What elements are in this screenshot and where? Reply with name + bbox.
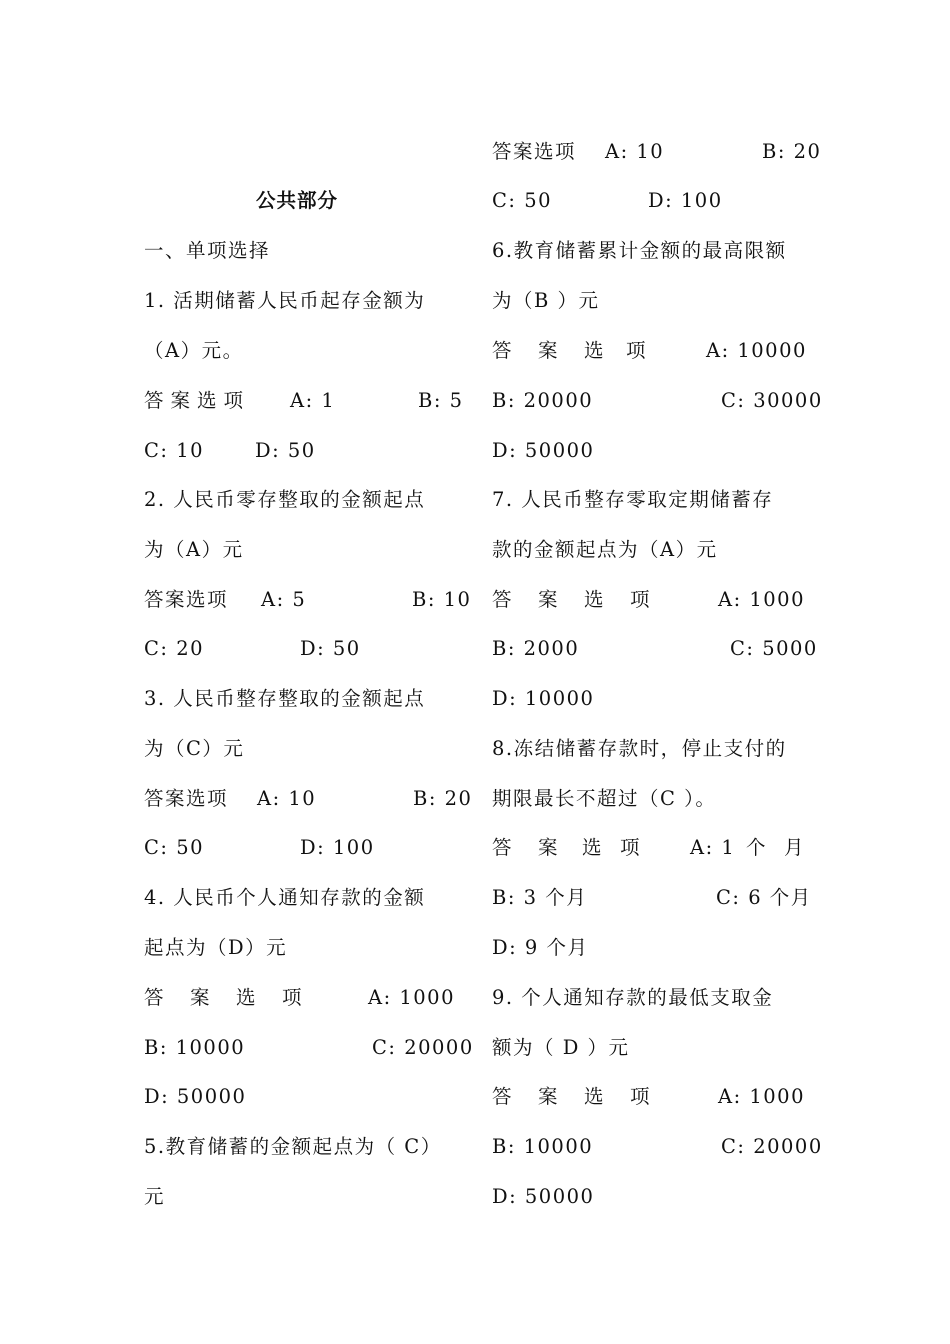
- question-4-text: 4. 人民币个人通知存款的金额: [144, 886, 426, 909]
- option-a: A: 10000: [706, 339, 807, 362]
- option-b: B: 20: [413, 787, 473, 810]
- option-a: A: 1: [690, 836, 736, 859]
- options-label-char: 选: [584, 1085, 606, 1108]
- option-a: A: 10: [257, 787, 317, 810]
- question-9-option-d: D: 50000: [492, 1185, 595, 1208]
- question-4-options: [144, 983, 460, 1013]
- question-1-text: 1. 活期储蓄人民币起存金额为: [144, 289, 426, 312]
- options-label-char: 答: [492, 588, 514, 611]
- question-2-options: [144, 585, 472, 615]
- question-9-options: [492, 1082, 808, 1112]
- options-label-char: 项: [630, 1085, 652, 1108]
- option-c: C: 20000: [721, 1135, 823, 1158]
- option-c: C: 20000: [372, 1036, 474, 1059]
- question-7-text: 7. 人民币整存零取定期储蓄存: [492, 488, 774, 511]
- question-6-options: [492, 336, 808, 366]
- options-label-char: 答: [492, 1085, 514, 1108]
- question-1-options-cont: [144, 436, 460, 466]
- option-c: C: 5000: [730, 637, 818, 660]
- option-a: A: 1000: [718, 1085, 805, 1108]
- question-8-option-d: D: 9 个月: [492, 936, 589, 959]
- question-6-options-cont: [492, 386, 823, 416]
- question-1-text-cont: （A）元。: [144, 339, 244, 362]
- option-d: D: 100: [648, 189, 723, 212]
- options-label: 答案选项: [144, 787, 229, 810]
- question-4-option-d: D: 50000: [144, 1085, 247, 1108]
- options-label-char: 案: [538, 339, 560, 362]
- question-9-text: 9. 个人通知存款的最低支取金: [492, 986, 774, 1009]
- options-label-char: 答: [492, 836, 514, 859]
- question-3-text: 3. 人民币整存整取的金额起点: [144, 687, 426, 710]
- section-title: 公共部分: [256, 189, 339, 212]
- option-a: A: 1: [290, 389, 336, 412]
- option-a-unit-char: 个: [746, 836, 768, 859]
- question-1-options: [144, 386, 464, 416]
- question-6-text-cont: 为（B ）元: [492, 289, 600, 312]
- option-b: B: 10000: [492, 1135, 594, 1158]
- options-label-char: 案: [538, 1085, 560, 1108]
- question-9-options-cont: [492, 1132, 823, 1162]
- options-label-char: 项: [282, 986, 304, 1009]
- option-c: C: 20: [144, 637, 205, 660]
- option-a-unit-char: 月: [784, 836, 806, 859]
- option-c: C: 30000: [721, 389, 823, 412]
- option-b: B: 2000: [492, 637, 580, 660]
- question-2-text-cont: 为（A）元: [144, 538, 244, 561]
- question-4-text-cont: 起点为（D）元: [144, 936, 288, 959]
- option-d: D: 50: [255, 439, 316, 462]
- question-3-text-cont: 为（C）元: [144, 737, 245, 760]
- question-8-text-cont: 期限最长不超过（C ）。: [492, 787, 717, 810]
- question-5-options: [492, 137, 822, 167]
- option-d: D: 50: [300, 637, 361, 660]
- option-b: B: 5: [418, 389, 464, 412]
- options-label-char: 选: [584, 588, 606, 611]
- option-a: A: 5: [261, 588, 307, 611]
- option-c: C: 50: [492, 189, 553, 212]
- options-label: 答案选项: [492, 140, 577, 163]
- section-heading: 一、单项选择: [144, 239, 271, 262]
- option-b: B: 20000: [492, 389, 594, 412]
- question-2-text: 2. 人民币零存整取的金额起点: [144, 488, 426, 511]
- question-9-text-cont: 额为（ D ）元: [492, 1036, 630, 1059]
- question-2-options-cont: [144, 634, 460, 664]
- question-5-options-cont: [492, 186, 808, 216]
- options-label-char: 案: [190, 986, 212, 1009]
- options-label: 答案选项: [144, 389, 251, 412]
- option-a: A: 1000: [368, 986, 455, 1009]
- option-b: B: 10000: [144, 1036, 246, 1059]
- question-7-text-cont: 款的金额起点为（A）元: [492, 538, 718, 561]
- question-6-option-d: D: 50000: [492, 439, 595, 462]
- options-label-char: 项: [620, 836, 642, 859]
- option-b: B: 10: [412, 588, 472, 611]
- option-a: A: 1000: [718, 588, 805, 611]
- options-label-char: 选: [236, 986, 258, 1009]
- question-7-option-d: D: 10000: [492, 687, 595, 710]
- question-5-text-cont: 元: [144, 1185, 166, 1208]
- option-d: D: 100: [300, 836, 375, 859]
- question-8-options: [492, 833, 808, 863]
- option-c: C: 6 个月: [716, 886, 812, 909]
- question-4-options-cont: [144, 1033, 474, 1063]
- option-c: C: 10: [144, 439, 205, 462]
- question-7-options: [492, 585, 808, 615]
- options-label-char: 项: [626, 339, 648, 362]
- question-5-text: 5.教育储蓄的金额起点为（ C）: [144, 1135, 442, 1158]
- options-label-char: 答: [144, 986, 166, 1009]
- question-6-text: 6.教育储蓄累计金额的最高限额: [492, 239, 787, 262]
- options-label-char: 答: [492, 339, 514, 362]
- options-label-char: 案: [538, 588, 560, 611]
- question-3-options-cont: [144, 833, 460, 863]
- option-a: A: 10: [605, 140, 665, 163]
- options-label-char: 项: [630, 588, 652, 611]
- options-label-char: 选: [584, 339, 606, 362]
- options-label: 答案选项: [144, 588, 229, 611]
- question-8-text: 8.冻结储蓄存款时，停止支付的: [492, 737, 787, 760]
- question-7-options-cont: [492, 634, 818, 664]
- options-label-char: 选: [582, 836, 604, 859]
- options-label-char: 案: [538, 836, 560, 859]
- option-b: B: 3 个月: [492, 886, 588, 909]
- option-b: B: 20: [762, 140, 822, 163]
- question-8-options-cont: [492, 883, 812, 913]
- option-c: C: 50: [144, 836, 205, 859]
- question-3-options: [144, 784, 473, 814]
